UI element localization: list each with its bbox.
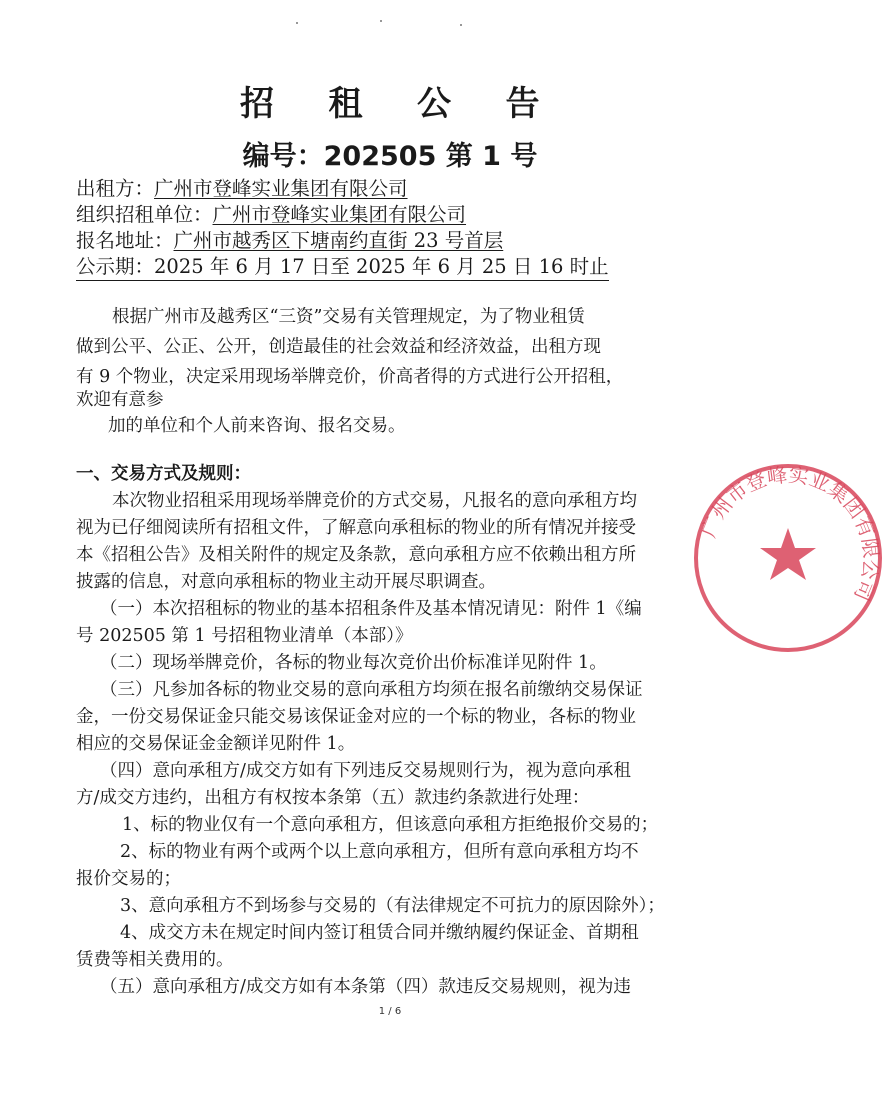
info-value: 广州市登峰实业集团有限公司: [154, 177, 408, 200]
info-address: [76, 227, 503, 254]
intro-line: 加的单位和个人前来咨询、报名交易。: [108, 416, 406, 436]
info-value: 2025 年 6 月 17 日至 2025 年 6 月 25 日 16 时止: [154, 255, 609, 278]
body-line: （一）本次招租标的物业的基本招租条件及基本情况请见：附件 1《编: [100, 599, 642, 619]
scan-speck: [460, 24, 462, 26]
scan-speck: [380, 20, 382, 22]
body-line: 报价交易的；: [76, 869, 181, 889]
document-number: 编号：202505 第 1 号: [242, 141, 538, 172]
page-number: 1 / 6: [378, 1006, 402, 1017]
body-line: 3、意向承租方不到场参与交易的（有法律规定不可抗力的原因除外）；: [120, 896, 665, 916]
body-line: 金，一份交易保证金只能交易该保证金对应的一个标的物业，各标的物业: [76, 707, 636, 727]
body-line: 号 202505 第 1 号招租物业清单（本部）》: [76, 626, 413, 646]
title-char: 招: [240, 84, 275, 124]
info-period: [76, 253, 609, 281]
notice-title: [0, 76, 780, 125]
title-char: 租: [328, 84, 363, 124]
body-line: （五）意向承租方/成交方如有本条第（四）款违反交易规则，视为违: [100, 977, 631, 997]
info-organizer: [76, 201, 466, 228]
body-line: 4、成交方未在规定时间内签订租赁合同并缴纳履约保证金、首期租: [120, 923, 639, 943]
info-label: 组织招租单位：: [76, 203, 213, 226]
info-label: 报名地址：: [76, 229, 174, 252]
intro-line: 做到公平、公正、公开，创造最佳的社会效益和经济效益，出租方现: [76, 337, 601, 357]
body-line: （三）凡参加各标的物业交易的意向承租方均须在报名前缴纳交易保证: [100, 680, 643, 700]
body-line: 2、标的物业有两个或两个以上意向承租方，但所有意向承租方均不: [120, 842, 639, 862]
body-line: （四）意向承租方/成交方如有下列违反交易规则行为，视为意向承租: [100, 761, 631, 781]
info-label: 公示期：: [76, 255, 155, 278]
intro-line: 根据广州市及越秀区“三资”交易有关管理规定，为了物业租赁: [112, 307, 585, 327]
seal-text: 广州市登峰实业集团有限公司: [696, 462, 884, 605]
body-line: 视为已仔细阅读所有招租文件，了解意向承租标的物业的所有情况并接受: [76, 518, 636, 538]
info-value: 广州市登峰实业集团有限公司: [212, 203, 467, 226]
intro-line: 有 9 个物业，决定采用现场举牌竞价，价高者得的方式进行公开招租，: [76, 367, 624, 387]
title-char: 告: [505, 84, 540, 124]
body-line: 本次物业招租采用现场举牌竞价的方式交易，凡报名的意向承租方均: [112, 491, 637, 511]
body-line: 相应的交易保证金金额详见附件 1。: [76, 734, 356, 754]
body-line: 赁费等相关费用的。: [76, 950, 234, 970]
section-heading: 一、交易方式及规则：: [76, 464, 251, 484]
title-char: 公: [417, 84, 452, 124]
intro-line: 欢迎有意参: [76, 390, 164, 410]
info-label: 出租方：: [76, 177, 155, 200]
body-line: 本《招租公告》及相关附件的规定及条款，意向承租方应不依赖出租方所: [76, 545, 636, 565]
body-line: 方/成交方违约，出租方有权按本条第（五）款违约条款进行处理：: [76, 788, 590, 808]
info-value: 广州市越秀区下塘南约直街 23 号首层: [173, 229, 504, 252]
scan-speck: [296, 22, 298, 24]
body-line: （二）现场举牌竞价，各标的物业每次竞价出价标准详见附件 1。: [100, 653, 607, 673]
body-line: 1、标的物业仅有一个意向承租方，但该意向承租方拒绝报价交易的；: [122, 815, 659, 835]
info-lessor: [76, 175, 408, 202]
company-seal: [688, 458, 888, 658]
body-line: 披露的信息，对意向承租标的物业主动开展尽职调查。: [76, 572, 496, 592]
